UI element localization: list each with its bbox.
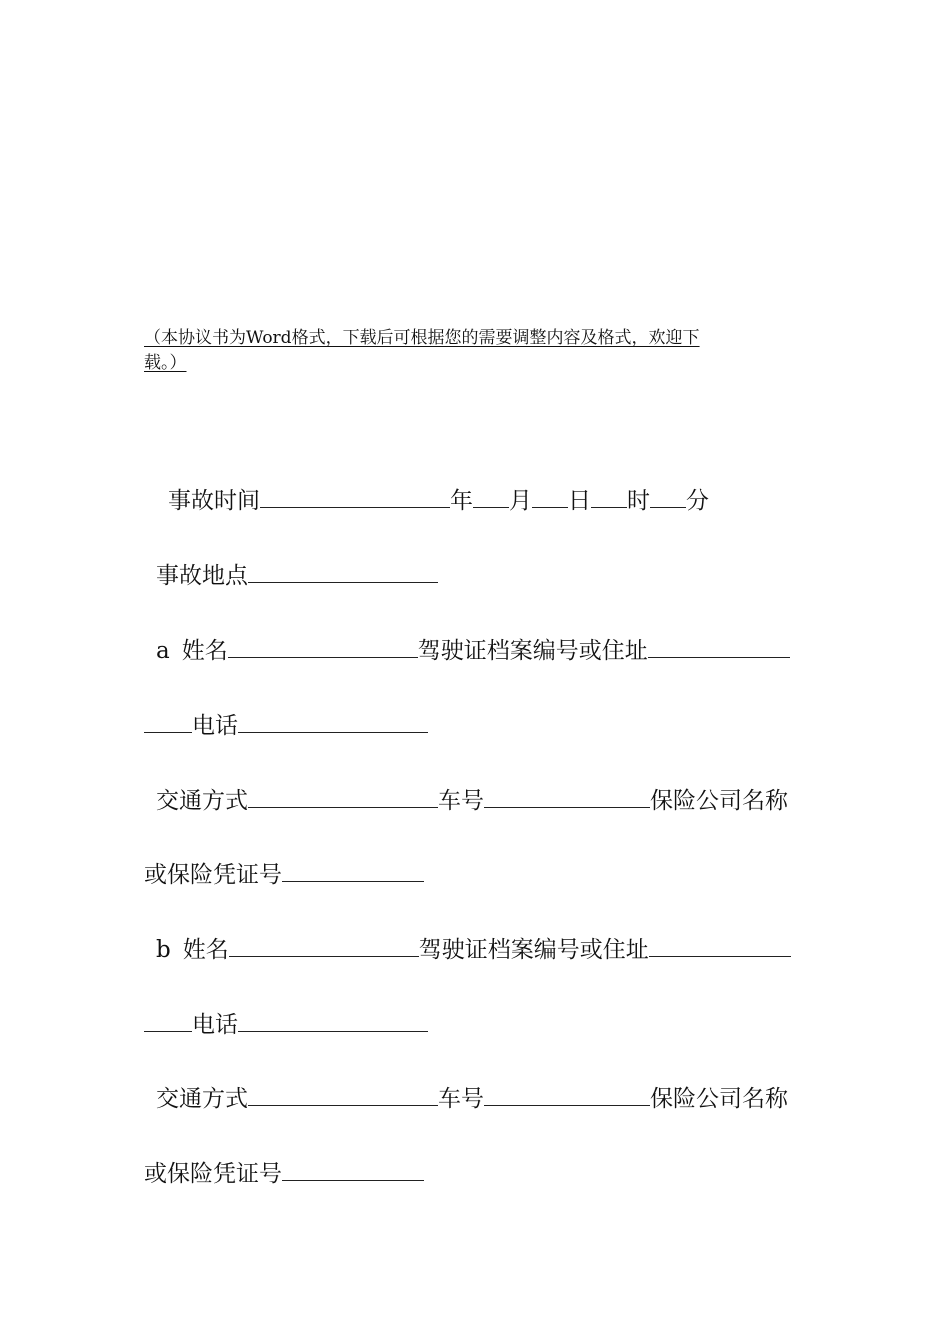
download-note-line-2: 载。） xyxy=(144,353,187,373)
hour-label: 时 xyxy=(627,488,650,514)
party-a-transport-row xyxy=(156,784,788,816)
year-label: 年 xyxy=(450,488,473,514)
party-a-phone-field[interactable] xyxy=(238,709,428,733)
party-b-phone-field[interactable] xyxy=(238,1008,428,1032)
party-a-license-address-field-cont[interactable] xyxy=(144,709,192,733)
party-a-license-address-label: 驾驶证档案编号或住址 xyxy=(417,638,648,664)
party-b-insurance-row xyxy=(144,1157,424,1189)
download-note-line-1: （本协议书为Word格式，下载后可根据您的需要调整内容及格式，欢迎下 xyxy=(144,328,700,348)
minute-label: 分 xyxy=(686,488,709,514)
accident-time-day-field[interactable] xyxy=(532,484,568,508)
party-b-transport-field[interactable] xyxy=(248,1082,438,1106)
party-b-transport-row xyxy=(156,1082,788,1114)
party-a-plate-label: 车号 xyxy=(438,788,484,814)
party-b-name-row xyxy=(156,933,791,965)
day-label: 日 xyxy=(568,488,591,514)
party-b-license-address-field[interactable] xyxy=(649,933,791,957)
accident-time-row xyxy=(168,484,709,516)
party-a-transport-field[interactable] xyxy=(248,784,438,808)
party-a-license-address-field[interactable] xyxy=(648,634,790,658)
party-a-phone-label: 电话 xyxy=(192,713,238,739)
party-b-phone-row xyxy=(144,1008,428,1040)
party-a-name-row xyxy=(156,634,790,666)
party-b-license-address-label: 驾驶证档案编号或住址 xyxy=(418,937,649,963)
accident-time-minute-field[interactable] xyxy=(650,484,686,508)
party-b-plate-label: 车号 xyxy=(438,1086,484,1112)
party-b-insurance-label-1: 保险公司名称 xyxy=(650,1086,788,1112)
party-b-prefix: b xyxy=(156,937,171,963)
party-a-insurance-row xyxy=(144,858,424,890)
party-a-plate-field[interactable] xyxy=(484,784,650,808)
party-b-name-field[interactable] xyxy=(229,933,419,957)
party-b-name-label: 姓名 xyxy=(182,937,229,963)
party-b-insurance-label-2: 或保险凭证号 xyxy=(144,1161,282,1187)
party-a-insurance-field[interactable] xyxy=(282,858,424,882)
party-a-phone-row xyxy=(144,709,428,741)
accident-time-hour-field[interactable] xyxy=(591,484,627,508)
party-a-name-field[interactable] xyxy=(228,634,418,658)
party-b-phone-label: 电话 xyxy=(192,1012,238,1038)
party-b-transport-label: 交通方式 xyxy=(156,1086,248,1112)
party-a-name-label: 姓名 xyxy=(181,638,228,664)
party-b-license-address-field-cont[interactable] xyxy=(144,1008,192,1032)
party-b-insurance-field[interactable] xyxy=(282,1157,424,1181)
party-b-plate-field[interactable] xyxy=(484,1082,650,1106)
party-a-prefix: a xyxy=(156,638,170,664)
accident-time-year-field[interactable] xyxy=(260,484,450,508)
party-a-insurance-label-1: 保险公司名称 xyxy=(650,788,788,814)
accident-time-month-field[interactable] xyxy=(473,484,509,508)
accident-place-field[interactable] xyxy=(248,559,438,583)
accident-place-label: 事故地点 xyxy=(156,563,248,589)
accident-time-label: 事故时间 xyxy=(168,488,260,514)
party-a-transport-label: 交通方式 xyxy=(156,788,248,814)
party-a-insurance-label-2: 或保险凭证号 xyxy=(144,862,282,888)
accident-place-row xyxy=(156,559,438,591)
month-label: 月 xyxy=(509,488,532,514)
